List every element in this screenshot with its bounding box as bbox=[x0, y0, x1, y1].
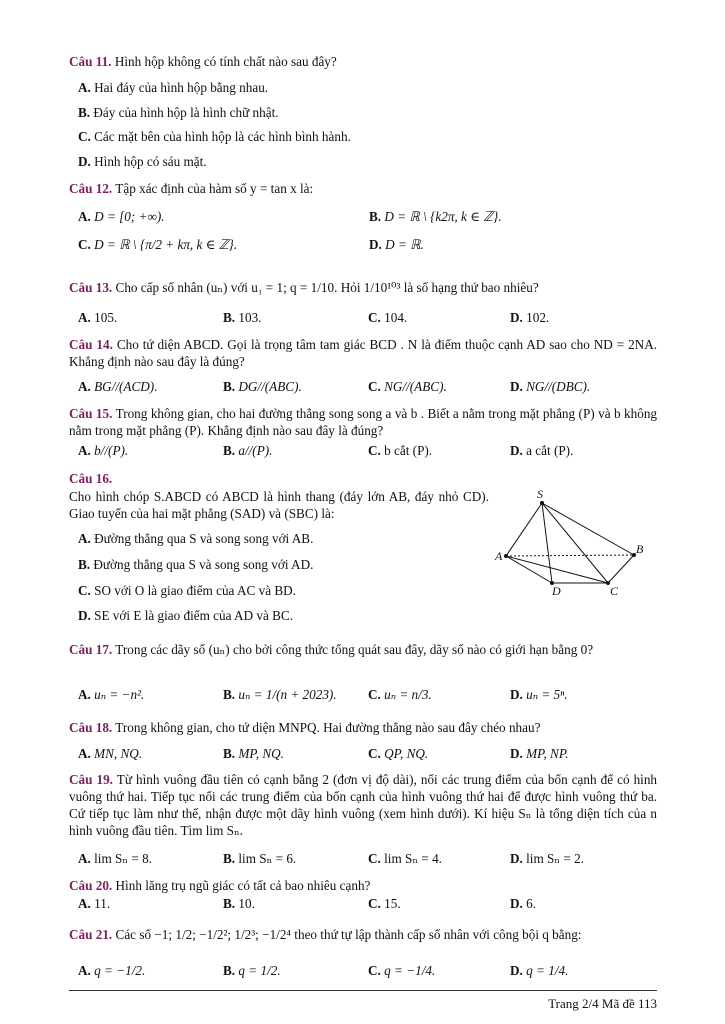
footer-divider bbox=[69, 990, 657, 991]
question-17 bbox=[69, 641, 657, 658]
option-a: A. D = [0; +∞). bbox=[78, 209, 165, 224]
question-13 bbox=[69, 279, 657, 296]
question-21 bbox=[69, 926, 657, 943]
pyramid-figure bbox=[490, 485, 660, 600]
question-number: Câu 13. bbox=[69, 280, 113, 295]
question-16-stem bbox=[69, 488, 489, 522]
option-b: B. MP, NQ. bbox=[223, 746, 284, 761]
question-12 bbox=[69, 180, 657, 197]
question-stem: Hình hộp không có tính chất nào sau đây? bbox=[114, 54, 337, 69]
option-d: D. SE với E là giao điểm của AD và BC. bbox=[78, 608, 294, 623]
option-b: B. uₙ = 1/(n + 2023). bbox=[223, 687, 337, 702]
question-stem: Từ hình vuông đầu tiên có cạnh bằng 2 (đơn vị độ dài), nối các trung điểm của bốn cạnh để có hình vuông thứ hai. Tiếp tục nối các trung điểm của bốn cạnh của hình vuông thứ hai để được hình vuông thứ ba. Cứ tiếp tục làm như thế, nhận được một dãy hình vuông (xem hình dưới). Kí hiệu Sₙ là tổng diện tích của n hình vuông đầu tiên. Tìm lim Sₙ. bbox=[69, 772, 658, 838]
option-c: C. Các mặt bên của hình hộp là các hình bình hành. bbox=[78, 129, 351, 144]
question-number: Câu 18. bbox=[69, 720, 113, 735]
label-c: C bbox=[610, 584, 619, 598]
option-b: B. Đáy của hình hộp là hình chữ nhật. bbox=[78, 105, 279, 120]
label-s: S bbox=[537, 487, 543, 501]
option-d: D. uₙ = 5ⁿ. bbox=[510, 687, 568, 702]
option-a: A. Đường thẳng qua S và song song với AB. bbox=[78, 531, 314, 546]
option-d: D. 6. bbox=[510, 896, 537, 911]
question-stem: Cho tứ diện ABCD. Gọi là trọng tâm tam giác BCD . N là điểm thuộc cạnh AD sao cho ND = 2NA. Khẳng định nào sau đây là đúng? bbox=[69, 337, 658, 369]
label-d: D bbox=[552, 584, 561, 598]
option-a: A. 105. bbox=[78, 310, 118, 325]
option-c: C. QP, NQ. bbox=[368, 746, 429, 761]
option-b: B. lim Sₙ = 6. bbox=[223, 851, 297, 866]
option-b: B. 10. bbox=[223, 896, 255, 911]
question-18 bbox=[69, 719, 657, 736]
question-number: Câu 17. bbox=[69, 642, 113, 657]
option-d: D. NG//(DBC). bbox=[510, 379, 591, 394]
question-number: Câu 20. bbox=[69, 878, 113, 893]
question-20 bbox=[69, 877, 657, 894]
option-b: B. q = 1/2. bbox=[223, 963, 281, 978]
option-a: A. MN, NQ. bbox=[78, 746, 143, 761]
question-number: Câu 19. bbox=[69, 772, 113, 787]
option-d: D. D = ℝ. bbox=[369, 237, 424, 252]
question-14 bbox=[69, 336, 657, 370]
option-a: A. b//(P). bbox=[78, 443, 129, 458]
question-number: Câu 15. bbox=[69, 406, 113, 421]
question-stem: Các số −1; 1/2; −1/2²; 1/2³; −1/2⁴ theo thứ tự lập thành cấp số nhân với công bội q bằng: bbox=[115, 927, 582, 942]
option-a: A. BG//(ACD). bbox=[78, 379, 158, 394]
option-b: B. D = ℝ \ {k2π, k ∈ ℤ}. bbox=[369, 209, 502, 224]
question-number: Câu 16. bbox=[69, 471, 113, 486]
option-c: C. 104. bbox=[368, 310, 408, 325]
option-d: D. 102. bbox=[510, 310, 550, 325]
option-c: C. uₙ = n/3. bbox=[368, 687, 432, 702]
question-stem: Trong không gian, cho tứ diện MNPQ. Hai đường thẳng nào sau đây chéo nhau? bbox=[115, 720, 541, 735]
question-11 bbox=[69, 53, 657, 70]
option-b: B. DG//(ABC). bbox=[223, 379, 302, 394]
option-d: D. a cắt (P). bbox=[510, 443, 574, 458]
option-a: A. 11. bbox=[78, 896, 111, 911]
question-number: Câu 12. bbox=[69, 181, 113, 196]
option-c: C. b cắt (P). bbox=[368, 443, 433, 458]
label-b: B bbox=[636, 542, 644, 556]
question-stem: Trong không gian, cho hai đường thẳng song song a và b . Biết a nằm trong mặt phẳng (P) và b không nằm trong mặt phẳng (P). Khẳng định nào sau đây là đúng? bbox=[69, 406, 658, 438]
option-d: D. MP, NP. bbox=[510, 746, 569, 761]
question-stem: Trong các dãy số (uₙ) cho bởi công thức tổng quát sau đây, dãy số nào có giới hạn bằng 0? bbox=[115, 642, 594, 657]
question-number: Câu 11. bbox=[69, 54, 112, 69]
option-c: C. SO với O là giao điểm của AC và BD. bbox=[78, 583, 296, 598]
question-stem: Tập xác định của hàm số y = tan x là: bbox=[115, 181, 314, 196]
option-a: A. Hai đáy của hình hộp bằng nhau. bbox=[78, 80, 269, 95]
option-c: C. lim Sₙ = 4. bbox=[368, 851, 442, 866]
option-c: C. q = −1/4. bbox=[368, 963, 436, 978]
option-c: C. NG//(ABC). bbox=[368, 379, 447, 394]
option-d: D. Hình hộp có sáu mặt. bbox=[78, 154, 207, 169]
question-number: Câu 21. bbox=[69, 927, 113, 942]
option-d: D. lim Sₙ = 2. bbox=[510, 851, 584, 866]
question-number: Câu 14. bbox=[69, 337, 113, 352]
question-15 bbox=[69, 405, 657, 439]
option-a: A. lim Sₙ = 8. bbox=[78, 851, 152, 866]
question-19 bbox=[69, 771, 657, 839]
option-d: D. q = 1/4. bbox=[510, 963, 569, 978]
page-footer: Trang 2/4 Mã đề 113 bbox=[548, 996, 657, 1011]
option-a: A. uₙ = −n². bbox=[78, 687, 145, 702]
question-stem: Cho hình chóp S.ABCD có ABCD là hình thang (đáy lớn AB, đáy nhỏ CD). Giao tuyến của hai mặt phẳng (SAD) và (SBC) là: bbox=[69, 489, 489, 521]
question-stem: Cho cấp số nhân (uₙ) với u₁ = 1; q = 1/10. Hỏi 1/10¹⁰³ là số hạng thứ bao nhiêu? bbox=[115, 280, 539, 295]
option-b: B. Đường thẳng qua S và song song với AD. bbox=[78, 557, 314, 572]
option-b: B. 103. bbox=[223, 310, 262, 325]
label-a: A bbox=[495, 549, 503, 563]
question-stem: Hình lăng trụ ngũ giác có tất cả bao nhiêu cạnh? bbox=[115, 878, 371, 893]
option-c: C. D = ℝ \ {π/2 + kπ, k ∈ ℤ}. bbox=[78, 237, 238, 252]
option-c: C. 15. bbox=[368, 896, 401, 911]
option-b: B. a//(P). bbox=[223, 443, 273, 458]
option-a: A. q = −1/2. bbox=[78, 963, 146, 978]
